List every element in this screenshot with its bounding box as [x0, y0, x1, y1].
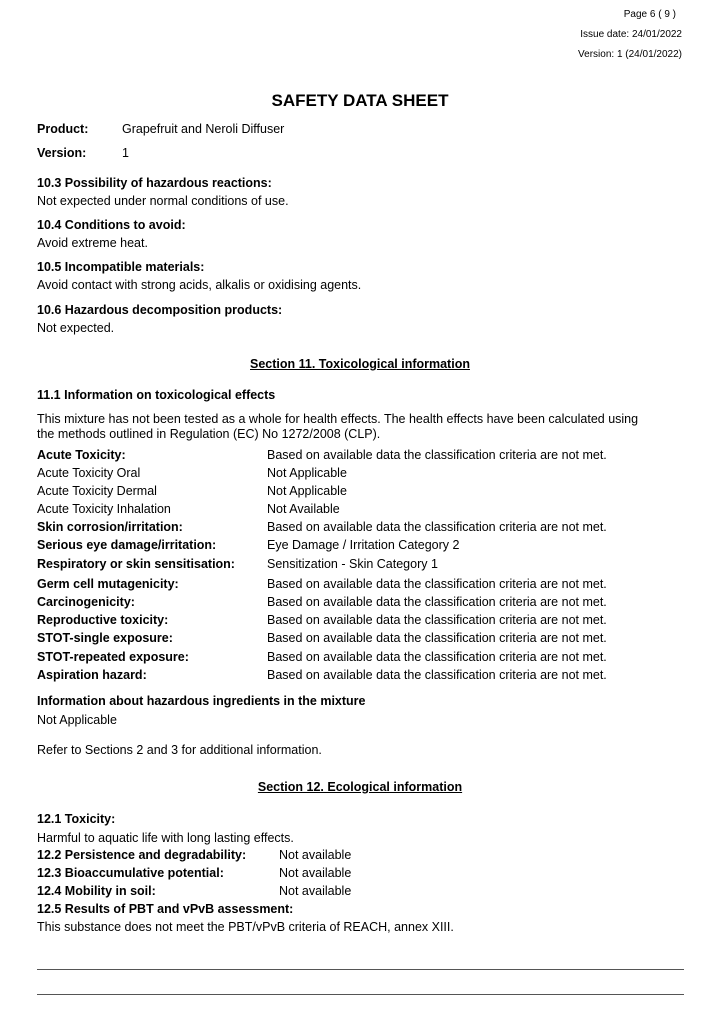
text-10-6: Not expected. — [37, 321, 115, 335]
product-label: Product: — [37, 122, 89, 136]
tox-row-label: Carcinogenicity: — [37, 595, 135, 609]
eco-row-label: 12.3 Bioaccumulative potential: — [37, 866, 224, 880]
tox-row-value: Based on available data the classification criteria are not met. — [267, 668, 607, 682]
text-12-1: Harmful to aquatic life with long lasting effects. — [37, 831, 294, 845]
eco-row-value: Not available — [279, 884, 352, 898]
tox-row-label: Acute Toxicity Oral — [37, 466, 141, 480]
version-value: 1 — [122, 146, 129, 160]
heading-12-1: 12.1 Toxicity: — [37, 812, 116, 826]
tox-row-label: Reproductive toxicity: — [37, 613, 169, 627]
version-label: Version: — [37, 146, 87, 160]
eco-row-value: Not available — [279, 848, 352, 862]
tox-row-label: Skin corrosion/irritation: — [37, 520, 183, 534]
tox-row-value: Eye Damage / Irritation Category 2 — [267, 538, 460, 552]
tox-row-label: Serious eye damage/irritation: — [37, 538, 217, 552]
heading-11-1: 11.1 Information on toxicological effects — [37, 388, 276, 402]
tox-row-value: Based on available data the classification criteria are not met. — [267, 595, 607, 609]
issue-date: Issue date: 24/01/2022 — [580, 29, 682, 40]
ingredients-heading: Information about hazardous ingredients in the mixture — [37, 694, 366, 708]
ingredients-value: Not Applicable — [37, 713, 117, 727]
text-10-4: Avoid extreme heat. — [37, 236, 148, 250]
text-10-3: Not expected under normal conditions of use. — [37, 194, 289, 208]
text-12-5: This substance does not meet the PBT/vPvB criteria of REACH, annex XIII. — [37, 920, 454, 934]
footer-rule-top — [37, 969, 684, 970]
tox-row-value: Based on available data the classification criteria are not met. — [267, 631, 607, 645]
tox-row-label: Acute Toxicity Dermal — [37, 484, 157, 498]
refer-note: Refer to Sections 2 and 3 for additional information. — [37, 743, 322, 757]
eco-row-value: Not available — [279, 866, 352, 880]
heading-10-6: 10.6 Hazardous decomposition products: — [37, 303, 283, 317]
tox-row-value: Not Applicable — [267, 484, 347, 498]
toxicology-intro: This mixture has not been tested as a whole for health effects. The health effects have been calculated using the methods outlined in Regulation (EC) No 1272/2008 (CLP). — [37, 412, 639, 441]
tox-row-label: Respiratory or skin sensitisation: — [37, 557, 235, 571]
tox-row-value: Not Available — [267, 502, 340, 516]
page-number: Page 6 ( 9 ) — [623, 9, 676, 20]
section-12-heading: Section 12. Ecological information — [257, 780, 463, 794]
tox-row-value: Based on available data the classification criteria are not met. — [267, 520, 607, 534]
version-info: Version: 1 (24/01/2022) — [578, 49, 682, 60]
document-title: SAFETY DATA SHEET — [271, 91, 449, 110]
tox-row-value: Based on available data the classification criteria are not met. — [267, 448, 607, 462]
heading-10-5: 10.5 Incompatible materials: — [37, 260, 205, 274]
tox-row-value: Sensitization - Skin Category 1 — [267, 557, 438, 571]
eco-row-label: 12.2 Persistence and degradability: — [37, 848, 247, 862]
product-value: Grapefruit and Neroli Diffuser — [122, 122, 285, 136]
text-10-5: Avoid contact with strong acids, alkalis or oxidising agents. — [37, 278, 362, 292]
eco-row-label: 12.4 Mobility in soil: — [37, 884, 156, 898]
tox-row-label: Acute Toxicity Inhalation — [37, 502, 171, 516]
footer-rule-bottom — [37, 994, 684, 995]
tox-row-value: Based on available data the classification criteria are not met. — [267, 650, 607, 664]
tox-row-value: Based on available data the classification criteria are not met. — [267, 613, 607, 627]
tox-row-label: Germ cell mutagenicity: — [37, 577, 179, 591]
tox-row-label: Aspiration hazard: — [37, 668, 147, 682]
heading-10-4: 10.4 Conditions to avoid: — [37, 218, 186, 232]
tox-row-value: Not Applicable — [267, 466, 347, 480]
tox-row-value: Based on available data the classification criteria are not met. — [267, 577, 607, 591]
tox-row-label: Acute Toxicity: — [37, 448, 126, 462]
section-11-heading: Section 11. Toxicological information — [250, 357, 470, 371]
heading-10-3: 10.3 Possibility of hazardous reactions: — [37, 176, 272, 190]
heading-12-5: 12.5 Results of PBT and vPvB assessment: — [37, 902, 294, 916]
tox-row-label: STOT-single exposure: — [37, 631, 173, 645]
tox-row-label: STOT-repeated exposure: — [37, 650, 189, 664]
